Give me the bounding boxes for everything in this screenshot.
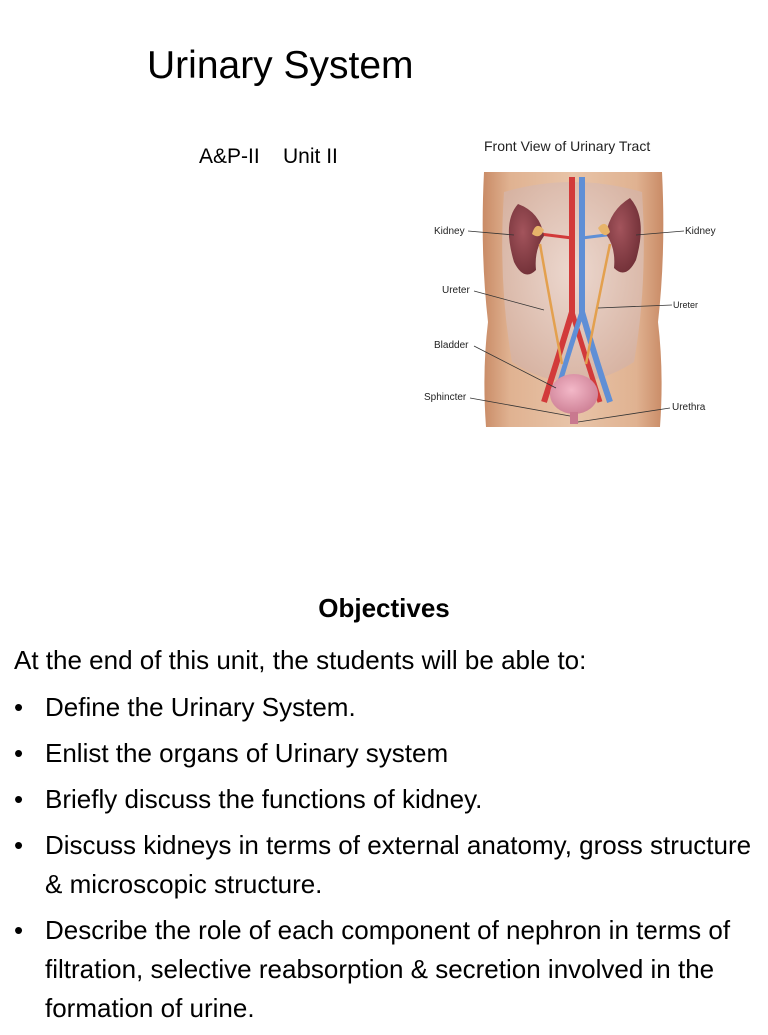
label-kidney-left: Kidney	[434, 226, 465, 237]
objectives-intro: At the end of this unit, the students will be able to:	[14, 645, 587, 675]
slide-subtitle: A&P-II Unit II	[199, 145, 338, 168]
label-urethra: Urethra	[672, 402, 706, 413]
list-item: • Define the Urinary System.	[14, 688, 764, 727]
list-item: • Enlist the organs of Urinary system	[14, 734, 764, 773]
label-bladder: Bladder	[434, 340, 469, 351]
label-kidney-right: Kidney	[685, 226, 716, 237]
slide-title: Urinary System	[147, 44, 414, 87]
urinary-tract-figure	[422, 132, 722, 432]
list-item: • Briefly discuss the functions of kidney.	[14, 780, 764, 819]
figure-caption: Front View of Urinary Tract	[484, 138, 651, 154]
bladder-shape	[550, 374, 598, 414]
list-item: • Discuss kidneys in terms of external anatomy, gross structure & microscopic structure.	[14, 826, 764, 904]
urethra-shape	[570, 412, 578, 424]
objectives-list	[14, 688, 764, 1035]
objectives-heading: Objectives	[318, 593, 450, 623]
label-ureter-left: Ureter	[442, 285, 470, 296]
label-ureter-right: Ureter	[673, 300, 699, 310]
urinary-tract-illustration	[422, 132, 722, 432]
label-sphincter: Sphincter	[424, 392, 467, 403]
list-item: • Describe the role of each component of nephron in terms of filtration, selective reabsorption & secretion involved in the formation of urine.	[14, 911, 764, 1028]
